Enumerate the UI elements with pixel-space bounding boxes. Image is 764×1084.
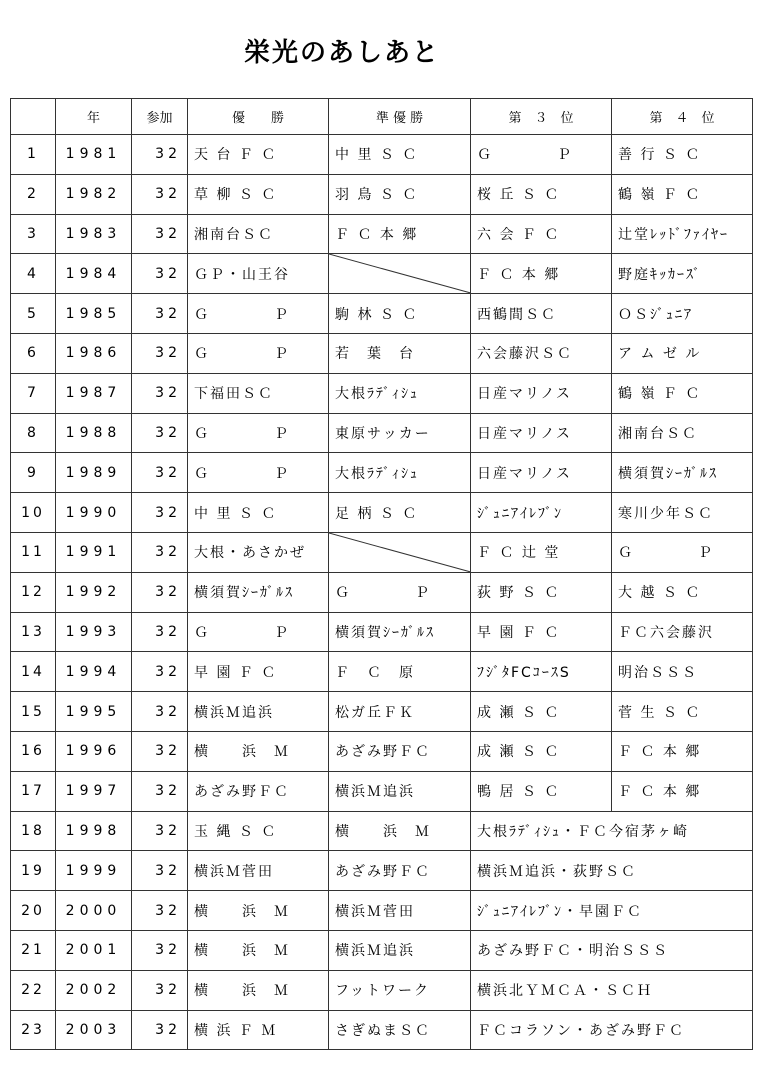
header-third: 第 ３ 位 — [471, 99, 612, 135]
teams-cell: 32 — [132, 174, 188, 214]
header-year: 年 — [56, 99, 132, 135]
teams-cell: 32 — [132, 771, 188, 811]
winner-cell: 横須賀ｼｰｶﾞﾙｽ — [188, 572, 329, 612]
third-fourth-cell: 横浜北ＹＭＣＡ・ＳＣＨ — [471, 970, 753, 1010]
header-row — [11, 99, 753, 135]
results-table — [10, 98, 753, 1050]
row-number: 16 — [11, 731, 56, 771]
third-cell: 桜 丘 Ｓ Ｃ — [471, 174, 612, 214]
runner-up-none-cell — [329, 254, 471, 294]
year-cell: 2003 — [56, 1010, 132, 1050]
year-cell: 1999 — [56, 851, 132, 891]
fourth-cell: Ｆ Ｃ 本 郷 — [612, 771, 753, 811]
runner-up-cell: フットワーク — [329, 970, 471, 1010]
year-cell: 1983 — [56, 214, 132, 254]
third-cell: 成 瀬 Ｓ Ｃ — [471, 692, 612, 732]
runner-up-cell: 駒 林 Ｓ Ｃ — [329, 294, 471, 334]
runner-up-cell: 横 浜 Ｍ — [329, 811, 471, 851]
winner-cell: 横 浜 Ｍ — [188, 930, 329, 970]
row-number: 13 — [11, 612, 56, 652]
runner-up-cell: 中 里 Ｓ Ｃ — [329, 135, 471, 175]
teams-cell: 32 — [132, 1010, 188, 1050]
table-row — [11, 373, 753, 413]
runner-up-cell: 横浜Ｍ菅田 — [329, 891, 471, 931]
runner-up-cell: 足 柄 Ｓ Ｃ — [329, 493, 471, 533]
table-row — [11, 532, 753, 572]
fourth-cell: ア ム ゼ ル — [612, 333, 753, 373]
year-cell: 1994 — [56, 652, 132, 692]
year-cell: 1982 — [56, 174, 132, 214]
table-row — [11, 174, 753, 214]
teams-cell: 32 — [132, 572, 188, 612]
third-cell: 日産マリノス — [471, 373, 612, 413]
year-cell: 1989 — [56, 453, 132, 493]
runner-up-none-cell — [329, 532, 471, 572]
year-cell: 1996 — [56, 731, 132, 771]
winner-cell: Ｇ Ｐ — [188, 333, 329, 373]
year-cell: 1984 — [56, 254, 132, 294]
third-cell: 早 園 Ｆ Ｃ — [471, 612, 612, 652]
third-cell: 成 瀬 Ｓ Ｃ — [471, 731, 612, 771]
third-fourth-cell: ＦＣコラソン・あざみ野ＦＣ — [471, 1010, 753, 1050]
table-row — [11, 811, 753, 851]
table-row — [11, 1010, 753, 1050]
year-cell: 2002 — [56, 970, 132, 1010]
runner-up-cell: 松ガ丘ＦＫ — [329, 692, 471, 732]
teams-cell: 32 — [132, 135, 188, 175]
diagonal-line — [329, 254, 470, 293]
header-no — [11, 99, 56, 135]
fourth-cell: 鶴 嶺 Ｆ Ｃ — [612, 174, 753, 214]
row-number: 21 — [11, 930, 56, 970]
row-number: 11 — [11, 532, 56, 572]
fourth-cell: 寒川少年ＳＣ — [612, 493, 753, 533]
winner-cell: 横浜Ｍ追浜 — [188, 692, 329, 732]
fourth-cell: ＯＳｼﾞｭﾆｱ — [612, 294, 753, 334]
year-cell: 1986 — [56, 333, 132, 373]
row-number: 19 — [11, 851, 56, 891]
third-fourth-cell: ｼﾞｭﾆｱｲﾚﾌﾞﾝ・早園ＦＣ — [471, 891, 753, 931]
runner-up-cell: さぎぬまＳＣ — [329, 1010, 471, 1050]
row-number: 2 — [11, 174, 56, 214]
table-row — [11, 493, 753, 533]
year-cell: 1981 — [56, 135, 132, 175]
winner-cell: 天 台 Ｆ Ｃ — [188, 135, 329, 175]
teams-cell: 32 — [132, 214, 188, 254]
table-row — [11, 970, 753, 1010]
row-number: 18 — [11, 811, 56, 851]
year-cell: 1990 — [56, 493, 132, 533]
winner-cell: 横 浜 Ｍ — [188, 891, 329, 931]
year-cell: 2001 — [56, 930, 132, 970]
winner-cell: 横 浜 Ｍ — [188, 731, 329, 771]
third-cell: Ｇ Ｐ — [471, 135, 612, 175]
winner-cell: 早 園 Ｆ Ｃ — [188, 652, 329, 692]
year-cell: 1985 — [56, 294, 132, 334]
row-number: 9 — [11, 453, 56, 493]
teams-cell: 32 — [132, 612, 188, 652]
runner-up-cell: 横須賀ｼｰｶﾞﾙｽ — [329, 612, 471, 652]
header-runner-up: 準 優 勝 — [329, 99, 471, 135]
fourth-cell: 鶴 嶺 Ｆ Ｃ — [612, 373, 753, 413]
row-number: 20 — [11, 891, 56, 931]
third-cell: 日産マリノス — [471, 453, 612, 493]
row-number: 10 — [11, 493, 56, 533]
winner-cell: あざみ野ＦＣ — [188, 771, 329, 811]
teams-cell: 32 — [132, 493, 188, 533]
winner-cell: 下福田ＳＣ — [188, 373, 329, 413]
fourth-cell: 大 越 Ｓ Ｃ — [612, 572, 753, 612]
third-cell: 西鶴間ＳＣ — [471, 294, 612, 334]
year-cell: 1993 — [56, 612, 132, 652]
table-row — [11, 333, 753, 373]
runner-up-cell: 羽 鳥 Ｓ Ｃ — [329, 174, 471, 214]
row-number: 6 — [11, 333, 56, 373]
winner-cell: 大根・あさかぜ — [188, 532, 329, 572]
year-cell: 1991 — [56, 532, 132, 572]
year-cell: 1995 — [56, 692, 132, 732]
fourth-cell: 菅 生 Ｓ Ｃ — [612, 692, 753, 732]
row-number: 14 — [11, 652, 56, 692]
diagonal-line — [329, 533, 470, 572]
teams-cell: 32 — [132, 692, 188, 732]
third-fourth-cell: 大根ﾗﾃﾞｨｼｭ・ＦＣ今宿茅ヶ崎 — [471, 811, 753, 851]
year-cell: 2000 — [56, 891, 132, 931]
table-row — [11, 254, 753, 294]
winner-cell: 横 浜 Ｆ Ｍ — [188, 1010, 329, 1050]
runner-up-cell: あざみ野ＦＣ — [329, 851, 471, 891]
year-cell: 1992 — [56, 572, 132, 612]
table-row — [11, 572, 753, 612]
runner-up-cell: あざみ野ＦＣ — [329, 731, 471, 771]
table-row — [11, 135, 753, 175]
table-row — [11, 453, 753, 493]
row-number: 15 — [11, 692, 56, 732]
fourth-cell: ＦＣ六会藤沢 — [612, 612, 753, 652]
table-row — [11, 851, 753, 891]
third-cell: 日産マリノス — [471, 413, 612, 453]
third-cell: 六会藤沢ＳＣ — [471, 333, 612, 373]
teams-cell: 32 — [132, 294, 188, 334]
teams-cell: 32 — [132, 930, 188, 970]
results-body — [11, 135, 753, 1050]
runner-up-cell: 横浜Ｍ追浜 — [329, 771, 471, 811]
fourth-cell: Ｆ Ｃ 本 郷 — [612, 731, 753, 771]
third-fourth-cell: 横浜Ｍ追浜・荻野ＳＣ — [471, 851, 753, 891]
fourth-cell: 横須賀ｼｰｶﾞﾙｽ — [612, 453, 753, 493]
row-number: 17 — [11, 771, 56, 811]
year-cell: 1988 — [56, 413, 132, 453]
row-number: 5 — [11, 294, 56, 334]
teams-cell: 32 — [132, 970, 188, 1010]
teams-cell: 32 — [132, 254, 188, 294]
teams-cell: 32 — [132, 453, 188, 493]
winner-cell: ＧＰ・山王谷 — [188, 254, 329, 294]
year-cell: 1987 — [56, 373, 132, 413]
winner-cell: 横 浜 Ｍ — [188, 970, 329, 1010]
winner-cell: 中 里 Ｓ Ｃ — [188, 493, 329, 533]
winner-cell: Ｇ Ｐ — [188, 453, 329, 493]
row-number: 23 — [11, 1010, 56, 1050]
winner-cell: 草 柳 Ｓ Ｃ — [188, 174, 329, 214]
runner-up-cell: Ｆ Ｃ 本 郷 — [329, 214, 471, 254]
teams-cell: 32 — [132, 333, 188, 373]
third-cell: Ｆ Ｃ 辻 堂 — [471, 532, 612, 572]
third-cell: 荻 野 Ｓ Ｃ — [471, 572, 612, 612]
runner-up-cell: Ｆ Ｃ 原 — [329, 652, 471, 692]
teams-cell: 32 — [132, 891, 188, 931]
third-cell: 鴨 居 Ｓ Ｃ — [471, 771, 612, 811]
row-number: 12 — [11, 572, 56, 612]
table-row — [11, 731, 753, 771]
teams-cell: 32 — [132, 731, 188, 771]
row-number: 8 — [11, 413, 56, 453]
fourth-cell: Ｇ Ｐ — [612, 532, 753, 572]
table-row — [11, 652, 753, 692]
teams-cell: 32 — [132, 652, 188, 692]
row-number: 22 — [11, 970, 56, 1010]
header-teams: 参加 — [132, 99, 188, 135]
fourth-cell: 野庭ｷｯｶｰｽﾞ — [612, 254, 753, 294]
table-row — [11, 692, 753, 732]
third-cell: ｼﾞｭﾆｱｲﾚﾌﾞﾝ — [471, 493, 612, 533]
page-title: 栄光のあしあと — [243, 38, 440, 68]
table-row — [11, 771, 753, 811]
runner-up-cell: 若 葉 台 — [329, 333, 471, 373]
winner-cell: Ｇ Ｐ — [188, 413, 329, 453]
year-cell: 1997 — [56, 771, 132, 811]
header-fourth: 第 ４ 位 — [612, 99, 753, 135]
winner-cell: 横浜Ｍ菅田 — [188, 851, 329, 891]
fourth-cell: 湘南台ＳＣ — [612, 413, 753, 453]
header-winner: 優 勝 — [188, 99, 329, 135]
third-cell: 六 会 Ｆ Ｃ — [471, 214, 612, 254]
runner-up-cell: 大根ﾗﾃﾞｨｼｭ — [329, 453, 471, 493]
third-cell: Ｆ Ｃ 本 郷 — [471, 254, 612, 294]
winner-cell: Ｇ Ｐ — [188, 612, 329, 652]
runner-up-cell: Ｇ Ｐ — [329, 572, 471, 612]
teams-cell: 32 — [132, 532, 188, 572]
teams-cell: 32 — [132, 413, 188, 453]
winner-cell: 湘南台ＳＣ — [188, 214, 329, 254]
table-row — [11, 612, 753, 652]
third-cell: ﾌｼﾞﾀFCｺｰｽS — [471, 652, 612, 692]
fourth-cell: 善 行 Ｓ Ｃ — [612, 135, 753, 175]
teams-cell: 32 — [132, 373, 188, 413]
table-row — [11, 413, 753, 453]
year-cell: 1998 — [56, 811, 132, 851]
row-number: 7 — [11, 373, 56, 413]
teams-cell: 32 — [132, 811, 188, 851]
teams-cell: 32 — [132, 851, 188, 891]
row-number: 3 — [11, 214, 56, 254]
fourth-cell: 辻堂ﾚｯﾄﾞﾌｧｲﾔｰ — [612, 214, 753, 254]
runner-up-cell: 大根ﾗﾃﾞｨｼｭ — [329, 373, 471, 413]
winner-cell: Ｇ Ｐ — [188, 294, 329, 334]
row-number: 4 — [11, 254, 56, 294]
winner-cell: 玉 縄 Ｓ Ｃ — [188, 811, 329, 851]
runner-up-cell: 東原サッカー — [329, 413, 471, 453]
table-row — [11, 294, 753, 334]
table-row — [11, 214, 753, 254]
runner-up-cell: 横浜Ｍ追浜 — [329, 930, 471, 970]
fourth-cell: 明治ＳＳＳ — [612, 652, 753, 692]
row-number: 1 — [11, 135, 56, 175]
third-fourth-cell: あざみ野ＦＣ・明治ＳＳＳ — [471, 930, 753, 970]
table-row — [11, 891, 753, 931]
table-row — [11, 930, 753, 970]
